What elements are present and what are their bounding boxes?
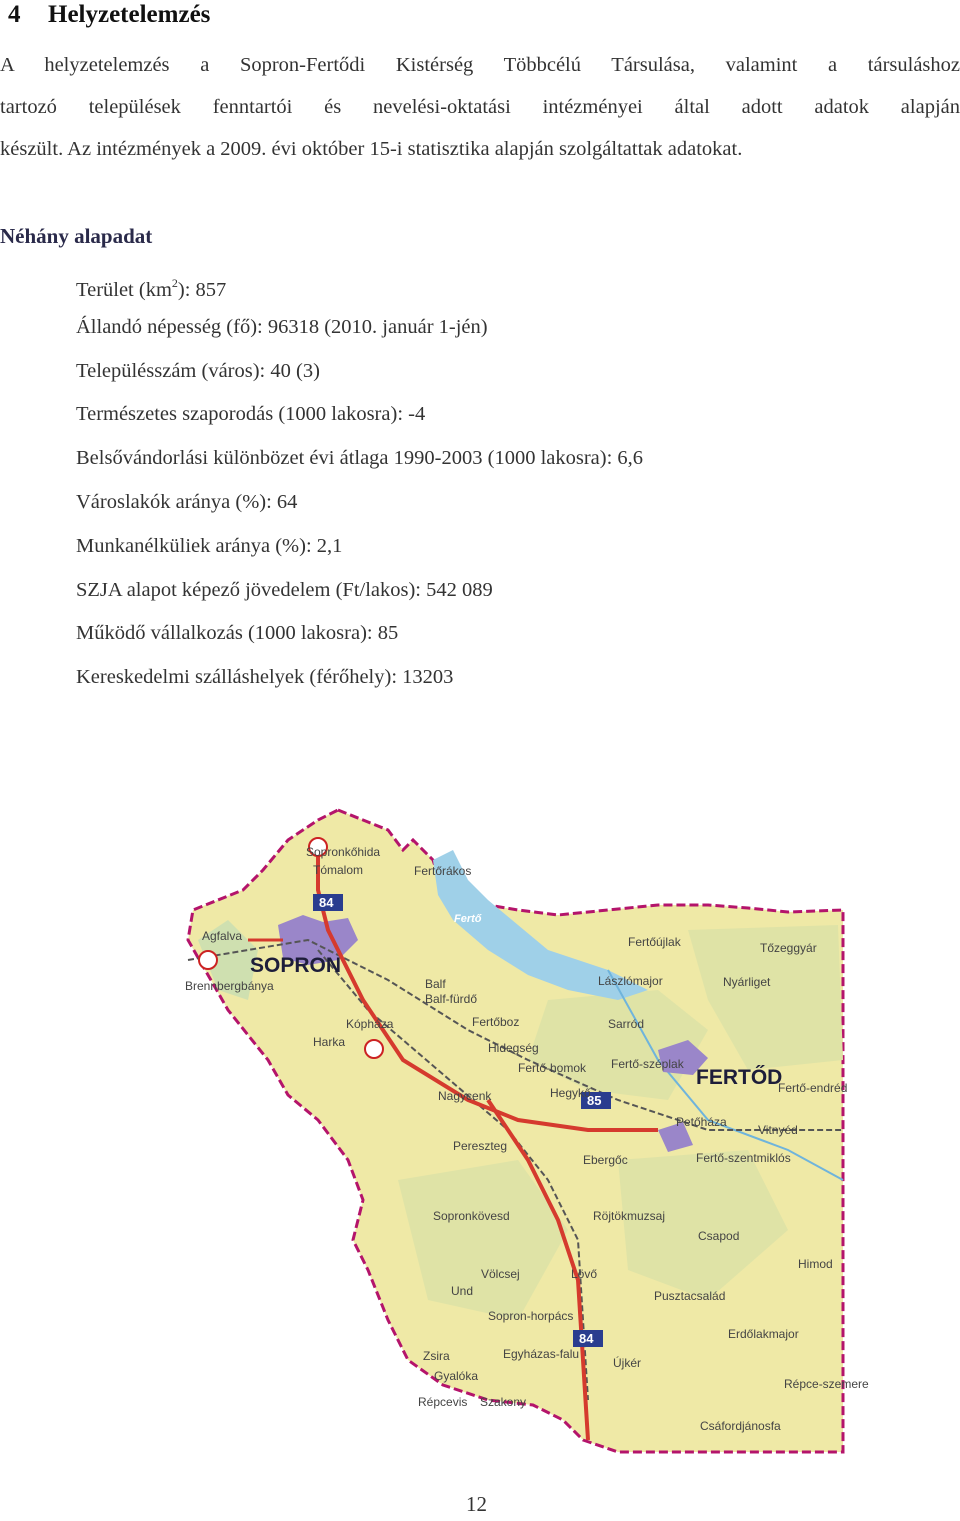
map-label: Hegykő: [550, 1086, 591, 1100]
road-number: 84: [579, 1331, 594, 1346]
map-label: Sarród: [608, 1017, 645, 1031]
map-label: Fertő-széplak: [611, 1057, 684, 1071]
section-heading: [8, 0, 210, 30]
fact-item: Kereskedelmi szálláshelyek (férőhely): 13203: [76, 666, 454, 689]
map-label-city: FERTŐD: [696, 1066, 783, 1089]
map-label: Gyalóka: [434, 1369, 479, 1383]
map-label: Brennbergbánya: [185, 979, 274, 993]
intro-line: tartozó települések fenntartói és nevelési-oktatási intézményei által adott adatok alapján: [0, 96, 960, 118]
intro-line: A helyzetelemzés a Sopron-Fertődi Kistérség Többcélú Társulása, valamint a társuláshoz: [0, 54, 960, 76]
map-label: Tőzeggyár: [760, 941, 817, 955]
map-label: Fertő-szentmiklós: [696, 1151, 791, 1165]
fact-item: Állandó népesség (fő): 96318 (2010. január 1-jén): [76, 315, 488, 338]
border-crossing-icon: [365, 1040, 383, 1058]
map-label: Csapod: [698, 1229, 740, 1243]
map-label: Erdőlakmajor: [728, 1327, 799, 1341]
map-label: Vitnyéd: [758, 1123, 798, 1137]
map-label: Sopron-horpács: [488, 1309, 574, 1323]
fact-area-sup: 2: [171, 276, 178, 290]
fact-item: SZJA alapot képező jövedelem (Ft/lakos): 542 089: [76, 578, 493, 601]
map-label: Újkér: [613, 1356, 642, 1370]
map-label: Nyárliget: [723, 975, 771, 989]
map-label: Röjtökmuzsaj: [593, 1209, 666, 1223]
section-number: 4: [8, 1, 21, 28]
map-label: Fertő-homok: [518, 1061, 587, 1075]
map-label: Ebergőc: [583, 1153, 628, 1167]
map-label: Pusztacsalád: [654, 1289, 726, 1303]
map-label: Fertőújlak: [628, 935, 681, 949]
map-label: Agfalva: [202, 929, 243, 943]
road-number: 84: [319, 895, 334, 910]
map-label: Balf: [425, 977, 446, 991]
fact-area-label: Terület (km: [76, 279, 172, 301]
page-number: 12: [466, 1492, 487, 1516]
facts-list: [76, 262, 643, 700]
intro-paragraph: [0, 44, 960, 170]
fact-item: Belsővándorlási különbözet évi átlaga 1990-2003 (1000 lakosra): 6,6: [76, 447, 644, 470]
fact-item: Városlakók aránya (%): 64: [76, 490, 298, 513]
map-label: Fertőrákos: [414, 864, 472, 878]
map-label: Fertő-endréd: [778, 1081, 848, 1095]
road-number: 85: [587, 1093, 602, 1108]
map-label: Petőháza: [676, 1115, 727, 1129]
map-label: Pereszteg: [453, 1139, 508, 1153]
map-label: Und: [451, 1284, 474, 1298]
fact-item: Működő vállalkozás (1000 lakosra): 85: [76, 622, 399, 645]
map-label: Zsira: [423, 1349, 450, 1363]
map-label-city: SOPRON: [250, 954, 342, 977]
map-label: Csáfordjánosfa: [700, 1419, 781, 1433]
fact-item: Településszám (város): 40 (3): [76, 359, 320, 382]
fact-area-value: ): 857: [177, 279, 227, 301]
fact-item: Munkanélküliek aránya (%): 2,1: [76, 534, 343, 557]
map-label: Kópháza: [346, 1017, 394, 1031]
subheading: Néhány alapadat: [0, 224, 153, 248]
map-label: Lászlómajor: [598, 974, 663, 988]
fact-item: Természetes szaporodás (1000 lakosra): -4: [76, 403, 426, 426]
map-label: Hidegség: [488, 1041, 539, 1055]
fact-area: [76, 262, 643, 306]
map-label: Fertőboz: [472, 1015, 520, 1029]
intro-line: készült. Az intézmények a 2009. évi október 15-i statisztika alapján szolgáltattak adatokat.: [0, 138, 743, 160]
map-label: Balf-fürdő: [425, 992, 478, 1006]
map-label: Völcsej: [481, 1267, 520, 1281]
section-title: Helyzetelemzés: [48, 1, 211, 28]
map-label: Répcevis: [418, 1395, 468, 1409]
map-label: Lövő: [571, 1267, 598, 1281]
map-label: Egyházas-falu: [503, 1347, 580, 1361]
map-label: Sopronkövesd: [433, 1209, 510, 1223]
map-label: Sopronkőhida: [306, 845, 381, 859]
map-label: Nagycenk: [438, 1089, 492, 1103]
region-map: [185, 800, 869, 1452]
map-label: Szakony: [480, 1395, 527, 1409]
map-label: Harka: [313, 1035, 346, 1049]
map-label: Fertő: [454, 913, 482, 925]
border-crossing-icon: [199, 951, 217, 969]
map-label: Tómalom: [313, 863, 364, 877]
map-label: Himod: [798, 1257, 833, 1271]
map-label: Répce-szemere: [784, 1377, 869, 1391]
